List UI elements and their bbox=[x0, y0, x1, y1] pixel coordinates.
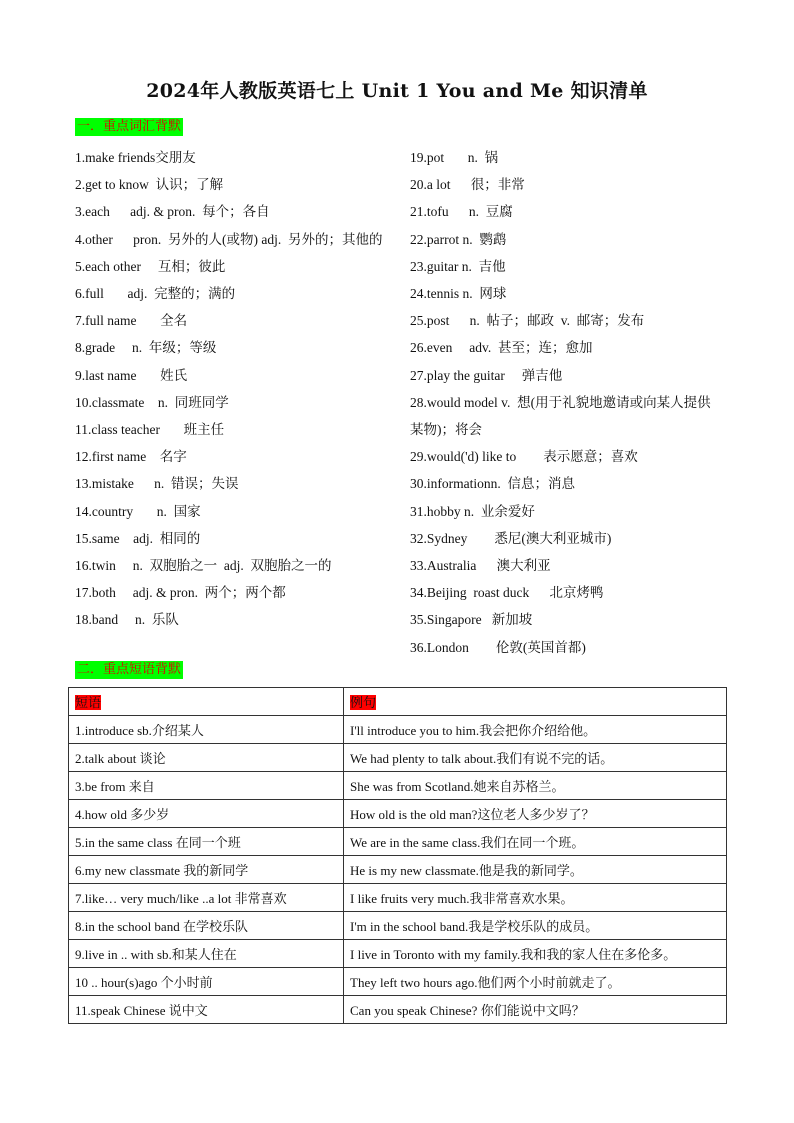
phrase-cell: 9.live in .. with sb.和某人住在 bbox=[69, 940, 344, 968]
vocab-item: 23.guitar n. 吉他 bbox=[410, 258, 506, 274]
vocab-item: 6.full adj. 完整的；满的 bbox=[75, 286, 236, 302]
section-heading-phrases-text: 二．重点短语背默 bbox=[77, 662, 182, 677]
vocab-item: 15.same adj. 相同的 bbox=[75, 530, 201, 546]
table-row bbox=[69, 912, 727, 940]
vocab-item: 20.a lot 很；非常 bbox=[410, 177, 525, 193]
phrase-cell: 10 .. hour(s)ago 个小时前 bbox=[69, 968, 344, 996]
vocab-item: 26.even adv. 甚至；连；愈加 bbox=[410, 340, 593, 356]
vocab-item: 10.classmate n. 同班同学 bbox=[75, 394, 229, 410]
vocab-item: 7.full name 全名 bbox=[75, 313, 188, 329]
example-cell: She was from Scotland.她来自苏格兰。 bbox=[344, 772, 727, 800]
vocab-item: 14.country n. 国家 bbox=[75, 503, 201, 519]
phrase-cell: 1.introduce sb.介绍某人 bbox=[69, 716, 344, 744]
vocab-item: 31.hobby n. 业余爱好 bbox=[410, 503, 535, 519]
table-row bbox=[69, 800, 727, 828]
vocab-item: 5.each other 互相；彼此 bbox=[75, 258, 226, 274]
vocab-item: 3.each adj. & pron. 每个；各自 bbox=[75, 204, 270, 220]
page-title: 2024年人教版英语七上 Unit 1 You and Me 知识清单 bbox=[146, 80, 648, 102]
table-row bbox=[69, 968, 727, 996]
vocab-item: 19.pot n. 锅 bbox=[410, 150, 499, 165]
section-heading-phrases bbox=[75, 661, 183, 679]
header-example-label: 例句 bbox=[350, 695, 377, 710]
vocab-item: 35.Singapore 新加坡 bbox=[410, 612, 533, 628]
example-cell: I'm in the school band.我是学校乐队的成员。 bbox=[344, 912, 727, 940]
vocab-item: 24.tennis n. 网球 bbox=[410, 286, 507, 302]
section-heading-vocabulary bbox=[75, 118, 183, 136]
header-cell-phrase bbox=[69, 688, 344, 716]
phrase-cell: 8.in the school band 在学校乐队 bbox=[69, 912, 344, 940]
example-cell: I live in Toronto with my family.我和我的家人住在多伦多。 bbox=[344, 940, 727, 968]
vocab-item: 4.other pron. 另外的人(或物) adj. 另外的；其他的 bbox=[75, 231, 383, 247]
phrase-cell: 5.in the same class 在同一个班 bbox=[69, 828, 344, 856]
vocab-item: 28.would model v. 想(用于礼貌地邀请或向某人提供某物)；将会 bbox=[410, 394, 711, 438]
vocab-item: 13.mistake n. 错误；失误 bbox=[75, 476, 239, 492]
vocab-item: 25.post n. 帖子；邮政 v. 邮寄；发布 bbox=[410, 313, 645, 329]
vocab-item: 11.class teacher 班主任 bbox=[75, 422, 225, 438]
vocab-item: 9.last name 姓氏 bbox=[75, 367, 188, 383]
vocab-item: 36.London 伦敦(英国首都) bbox=[410, 639, 586, 655]
example-cell: We are in the same class.我们在同一个班。 bbox=[344, 828, 727, 856]
vocab-item: 12.first name 名字 bbox=[75, 449, 187, 465]
table-row bbox=[69, 996, 727, 1024]
vocab-item: 30.informationn. 信息；消息 bbox=[410, 476, 575, 492]
header-cell-example bbox=[344, 688, 727, 716]
vocab-list-left bbox=[75, 144, 387, 634]
example-cell: He is my new classmate.他是我的新同学。 bbox=[344, 856, 727, 884]
vocab-item: 32.Sydney 悉尼(澳大利亚城市) bbox=[410, 530, 612, 546]
example-cell: We had plenty to talk about.我们有说不完的话。 bbox=[344, 744, 727, 772]
vocab-item: 22.parrot n. 鹦鹉 bbox=[410, 231, 507, 247]
phrase-cell: 6.my new classmate 我的新同学 bbox=[69, 856, 344, 884]
vocab-item: 16.twin n. 双胞胎之一 adj. 双胞胎之一的 bbox=[75, 558, 332, 574]
example-cell: Can you speak Chinese? 你们能说中文吗？ bbox=[344, 996, 727, 1024]
table-row bbox=[69, 884, 727, 912]
phrase-cell: 7.like… very much/like ..a lot 非常喜欢 bbox=[69, 884, 344, 912]
example-cell: How old is the old man?这位老人多少岁了？ bbox=[344, 800, 727, 828]
phrase-cell: 11.speak Chinese 说中文 bbox=[69, 996, 344, 1024]
phrase-cell: 3.be from 来自 bbox=[69, 772, 344, 800]
phrase-cell: 2.talk about 谈论 bbox=[69, 744, 344, 772]
vocab-item: 27.play the guitar 弹吉他 bbox=[410, 367, 563, 383]
example-cell: I like fruits very much.我非常喜欢水果。 bbox=[344, 884, 727, 912]
table-row bbox=[69, 856, 727, 884]
vocab-item: 29.would('d) like to 表示愿意；喜欢 bbox=[410, 449, 638, 465]
table-header-row bbox=[69, 688, 727, 716]
vocab-item: 21.tofu n. 豆腐 bbox=[410, 204, 513, 220]
section-heading-vocabulary-text: 一．重点词汇背默 bbox=[77, 119, 182, 134]
phrase-table bbox=[68, 687, 727, 1024]
vocab-item: 8.grade n. 年级；等级 bbox=[75, 340, 217, 356]
vocab-list-right bbox=[410, 144, 722, 661]
table-row bbox=[69, 716, 727, 744]
vocab-item: 17.both adj. & pron. 两个；两个都 bbox=[75, 585, 286, 601]
example-cell: I'll introduce you to him.我会把你介绍给他。 bbox=[344, 716, 727, 744]
vocab-item: 34.Beijing roast duck 北京烤鸭 bbox=[410, 585, 604, 601]
example-cell: They left two hours ago.他们两个小时前就走了。 bbox=[344, 968, 727, 996]
phrase-cell: 4.how old 多少岁 bbox=[69, 800, 344, 828]
table-row bbox=[69, 772, 727, 800]
table-row bbox=[69, 744, 727, 772]
vocab-item: 33.Australia 澳大利亚 bbox=[410, 558, 551, 574]
vocab-item: 1.make friends交朋友 bbox=[75, 150, 196, 165]
header-phrase-label: 短语 bbox=[75, 695, 102, 710]
table-row bbox=[69, 940, 727, 968]
vocab-item: 18.band n. 乐队 bbox=[75, 612, 179, 628]
table-row bbox=[69, 828, 727, 856]
vocab-item: 2.get to know 认识；了解 bbox=[75, 177, 224, 193]
